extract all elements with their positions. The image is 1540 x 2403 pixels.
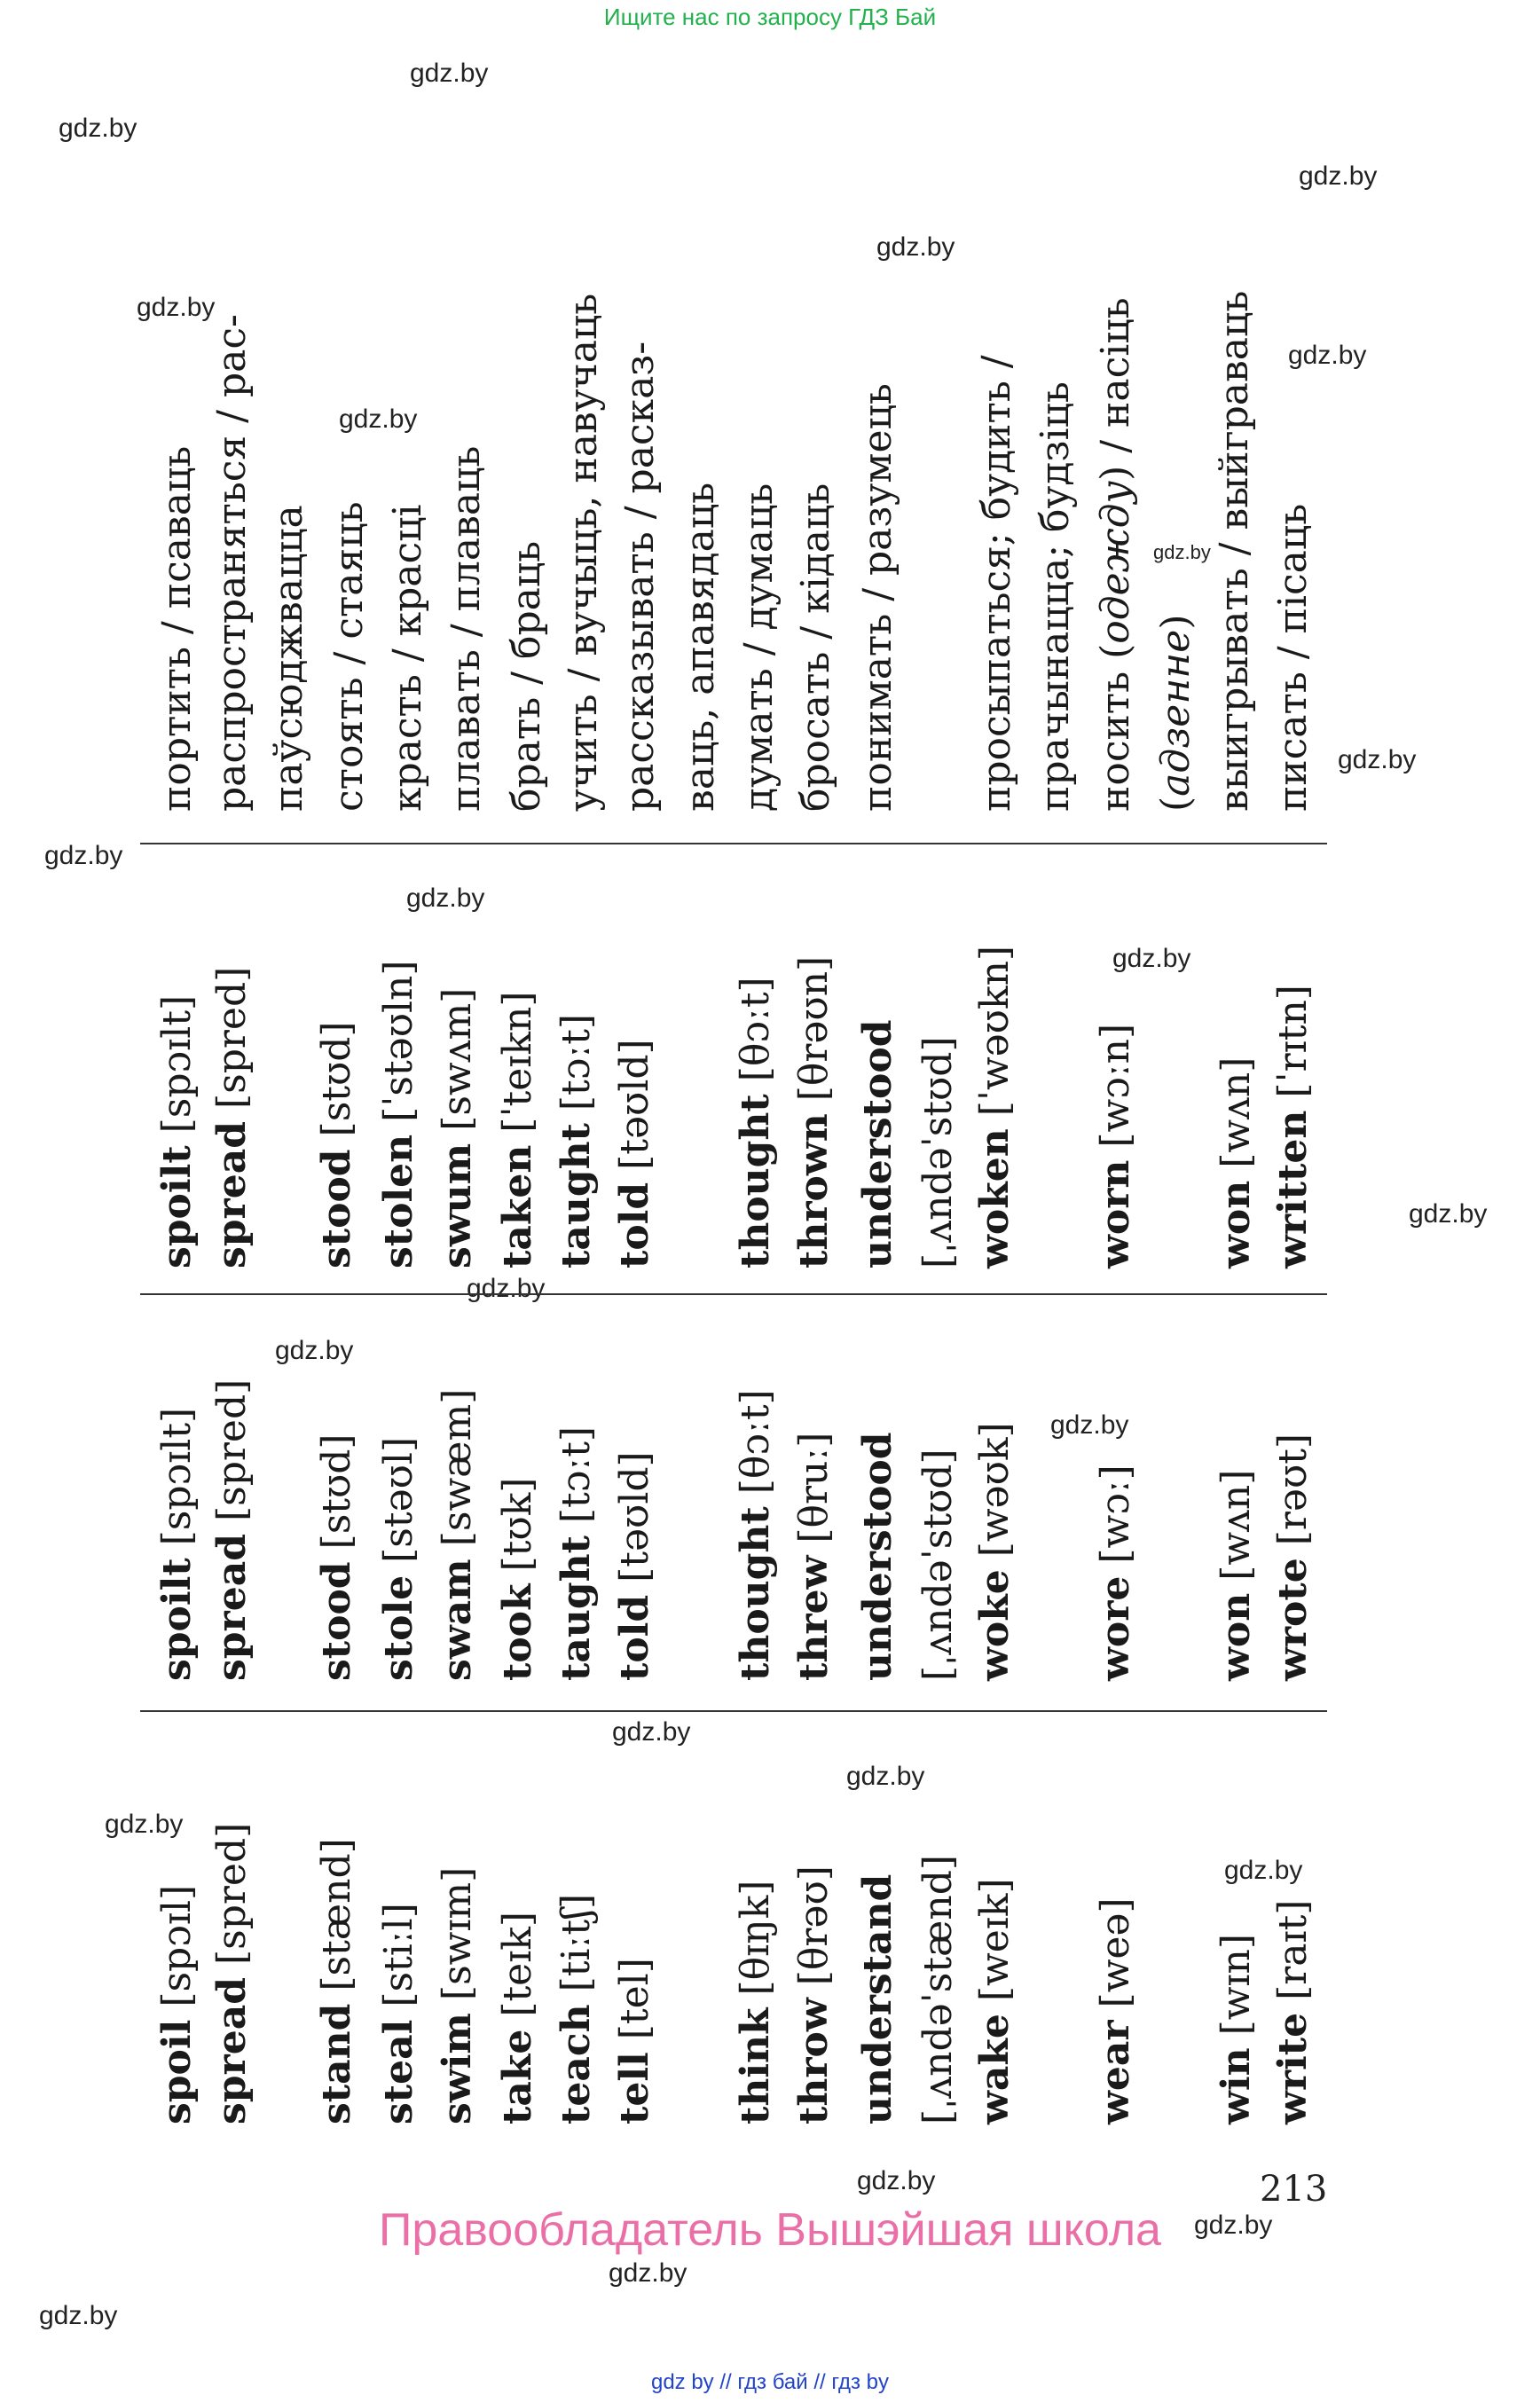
base-form-word: stand: [314, 2003, 359, 2124]
watermark: gdz.by: [1050, 1410, 1129, 1440]
past-simple-transcription: [θɔːt]: [733, 1389, 778, 1507]
base-form-entry: [554, 1893, 599, 2124]
base-form-transcription: [θɪŋk]: [733, 1880, 778, 2008]
past-participle-word: worn: [1093, 1159, 1138, 1268]
base-form-word: write: [1270, 2012, 1316, 2124]
past-simple-word: thought: [733, 1506, 778, 1681]
top-banner[interactable]: Ищите нас по запросу ГДЗ Бай: [603, 4, 937, 30]
past-simple-transcription: [spred]: [209, 1378, 255, 1534]
base-form-entry: [791, 1865, 837, 2124]
watermark: gdz.by: [1112, 944, 1191, 973]
translation-line: (адзенне): [1153, 614, 1198, 812]
past-simple-transcription: [spɔɪlt]: [154, 1407, 200, 1559]
past-simple-word: spread: [209, 1534, 255, 1681]
past-simple-word: spoilt: [154, 1558, 200, 1681]
base-form-transcription: [swɪm]: [435, 1866, 480, 2014]
rotated-table: [151, 231, 1540, 2182]
past-participle-transcription: [ˈwəʊkn]: [972, 945, 1018, 1129]
past-simple-transcription: [wɔː]: [1093, 1465, 1138, 1576]
past-participle-transcription: [wɔːn]: [1093, 1023, 1138, 1160]
base-form-entry: [495, 1911, 540, 2124]
past-simple-transcription: [təʊld]: [612, 1451, 657, 1595]
base-form-transcription: [tiːtʃ]: [554, 1893, 599, 2005]
base-form-transcription: [θrəʊ]: [791, 1865, 837, 1999]
past-participle-entry: [1093, 1023, 1138, 1268]
past-simple-transcription: [θruː]: [791, 1432, 837, 1556]
past-simple-transcription: [ˌʌndəˈstʊd]: [915, 1449, 961, 1681]
base-form-transcription: [tel]: [612, 1958, 657, 2053]
watermark: gdz.by: [612, 1717, 691, 1747]
past-participle-word: stolen: [376, 1134, 421, 1268]
watermark: gdz.by: [1299, 161, 1378, 191]
past-participle-word: written: [1270, 1110, 1316, 1268]
base-form-transcription: [spɔɪl]: [154, 1884, 200, 2020]
past-participle-word: won: [1214, 1180, 1259, 1268]
past-simple-entry: [855, 1432, 900, 1681]
base-form-transcription: [ˌʌndəˈstænd]: [915, 1854, 961, 2124]
past-simple-entry: [154, 1407, 200, 1681]
watermark: gdz.by: [857, 2166, 936, 2195]
base-form-word: wear: [1093, 2020, 1138, 2124]
translation-line: носить (одежду) / насіць: [1093, 297, 1138, 812]
base-form-entry: [1214, 1934, 1259, 2124]
watermark: gdz.by: [1194, 2211, 1273, 2240]
past-simple-entry: [314, 1433, 359, 1681]
translation-line: красть / красці: [385, 504, 430, 812]
past-simple-word: taught: [554, 1535, 599, 1681]
watermark: gdz.by: [137, 293, 216, 322]
watermark: gdz.by: [609, 2258, 688, 2288]
past-participle-entry: [376, 960, 421, 1268]
translation-line: брать / браць: [504, 540, 549, 812]
base-form-transcription: [teɪk]: [495, 1911, 540, 2030]
past-simple-entry: [915, 1449, 961, 1681]
translation-line: думать / думаць: [736, 483, 782, 812]
past-simple-entry: [612, 1451, 657, 1681]
translation-line: писать / пісаць: [1270, 503, 1316, 812]
past-simple-entry: [1093, 1465, 1138, 1681]
translation-line: портить / псаваць: [154, 445, 200, 812]
past-simple-word: wrote: [1270, 1558, 1316, 1681]
past-simple-entry: [791, 1432, 837, 1681]
past-participle-entry: [972, 945, 1018, 1268]
base-form-word: steal: [376, 2019, 421, 2124]
watermark: gdz.by: [410, 59, 489, 88]
past-participle-entry: [612, 1039, 657, 1268]
base-form-word: teach: [554, 2004, 599, 2124]
base-form-word: swim: [435, 2013, 480, 2124]
watermark: gdz.by: [105, 1810, 184, 1839]
past-participle-entry: [154, 994, 200, 1268]
past-simple-word: understood: [855, 1432, 900, 1681]
base-form-transcription: [wɪn]: [1214, 1934, 1259, 2048]
past-simple-transcription: [rəʊt]: [1270, 1433, 1316, 1559]
base-form-word: think: [733, 2007, 778, 2124]
past-simple-word: won: [1214, 1592, 1259, 1681]
base-form-transcription: [stiːl]: [376, 1903, 421, 2020]
translation-line: стоять / стаяць: [326, 501, 372, 812]
past-participle-word: stood: [314, 1149, 359, 1268]
base-form-transcription: [stænd]: [314, 1838, 359, 2004]
base-form-word: wake: [972, 2014, 1018, 2124]
past-participle-word: woken: [972, 1128, 1018, 1268]
base-form-entry: [972, 1878, 1018, 2124]
past-participle-entry: [209, 966, 255, 1268]
past-participle-word: understood: [855, 1019, 900, 1268]
past-simple-word: wore: [1093, 1575, 1138, 1681]
watermark: gdz.by: [1288, 341, 1367, 370]
base-form-word: spoil: [154, 2019, 200, 2124]
past-participle-entry: [1270, 985, 1316, 1268]
watermark: gdz.by: [59, 114, 138, 143]
translation-line: выигрывать / выйграваць: [1212, 290, 1257, 812]
bottom-links[interactable]: gdz by // гдз бай // гдз by: [650, 2370, 890, 2394]
past-participle-word: told: [612, 1182, 657, 1268]
translation-line: рассказывать / расказ-: [617, 341, 663, 812]
past-participle-entry: [915, 1036, 961, 1268]
base-form-transcription: [spred]: [209, 1822, 255, 1977]
past-simple-entry: [495, 1477, 540, 1681]
past-participle-transcription: [θrəʊn]: [791, 955, 837, 1114]
past-participle-entry: [435, 987, 480, 1268]
translation-line: прачынацца; будзіць: [1033, 381, 1078, 812]
copyright-footer: Правообладатель Вышэйшая школа: [379, 2204, 1161, 2256]
past-simple-word: swam: [435, 1559, 480, 1681]
watermark: gdz.by: [275, 1336, 354, 1365]
past-simple-word: stole: [376, 1575, 421, 1681]
past-simple-entry: [733, 1389, 778, 1681]
past-simple-transcription: [stʊd]: [314, 1433, 359, 1562]
past-simple-transcription: [wʌn]: [1214, 1469, 1259, 1593]
past-participle-transcription: [θɔːt]: [733, 977, 778, 1095]
past-participle-entry: [314, 1021, 359, 1268]
translation-line: понимать / разумець: [855, 383, 900, 812]
past-participle-word: swum: [435, 1143, 480, 1268]
base-form-word: win: [1214, 2047, 1259, 2124]
past-participle-entry: [791, 955, 837, 1268]
past-participle-transcription: [ˌʌndəˈstʊd]: [915, 1036, 961, 1268]
watermark: gdz.by: [406, 883, 485, 913]
base-form-word: understand: [855, 1873, 900, 2124]
watermark: gdz.by: [1224, 1856, 1303, 1885]
translation-line: паўсюджвацца: [266, 505, 311, 812]
watermark: gdz.by: [39, 2301, 118, 2330]
past-participle-entry: [855, 1019, 900, 1268]
past-participle-transcription: [təʊld]: [612, 1039, 657, 1182]
base-form-word: tell: [612, 2052, 657, 2124]
translation-line: учить / вучыць, навучаць: [561, 293, 606, 812]
base-form-entry: [314, 1838, 359, 2124]
base-form-entry: [733, 1880, 778, 2124]
past-participle-word: spoilt: [154, 1145, 200, 1268]
base-form-word: spread: [209, 1977, 255, 2124]
page-number: 213: [1260, 2169, 1328, 2210]
past-simple-word: woke: [972, 1569, 1018, 1681]
past-simple-entry: [435, 1388, 480, 1681]
watermark: gdz.by: [1338, 745, 1417, 774]
past-participle-entry: [733, 977, 778, 1268]
past-participle-word: taught: [554, 1123, 599, 1268]
past-simple-word: took: [495, 1583, 540, 1681]
base-form-transcription: [weə]: [1093, 1897, 1138, 2021]
watermark: gdz.by: [1409, 1199, 1488, 1229]
base-form-word: throw: [791, 1998, 837, 2124]
watermark: gdz.by: [1153, 541, 1211, 563]
translation-line: распространяться / рас-: [209, 314, 255, 812]
base-form-transcription: [raɪt]: [1270, 1899, 1316, 2013]
base-form-transcription: [weɪk]: [972, 1878, 1018, 2014]
watermark: gdz.by: [846, 1762, 925, 1791]
translation-line: бросать / кідаць: [793, 483, 838, 812]
base-form-entry: [1270, 1899, 1316, 2124]
past-participle-entry: [554, 1013, 599, 1268]
past-simple-entry: [1214, 1469, 1259, 1681]
past-participle-entry: [495, 991, 540, 1268]
past-simple-entry: [972, 1422, 1018, 1681]
past-participle-entry: [1214, 1056, 1259, 1268]
base-form-entry: [1093, 1897, 1138, 2124]
base-form-entry: [376, 1903, 421, 2124]
past-participle-transcription: [ˈstəʊln]: [376, 960, 421, 1135]
past-simple-entry: [209, 1378, 255, 1681]
past-participle-word: taken: [495, 1144, 540, 1268]
translation-line: просыпаться; будить /: [974, 355, 1019, 812]
base-form-entry: [612, 1958, 657, 2124]
past-participle-transcription: [spɔɪlt]: [154, 994, 200, 1146]
past-participle-transcription: [stʊd]: [314, 1021, 359, 1150]
past-participle-transcription: [swʌm]: [435, 987, 480, 1143]
past-simple-transcription: [swæm]: [435, 1388, 480, 1559]
base-form-entry: [855, 1873, 900, 2124]
past-participle-word: spread: [209, 1121, 255, 1268]
past-simple-transcription: [tʊk]: [495, 1477, 540, 1584]
base-form-entry: [154, 1884, 200, 2124]
base-form-entry: [915, 1854, 961, 2124]
past-simple-entry: [1270, 1433, 1316, 1681]
past-participle-transcription: [ˈteɪkn]: [495, 991, 540, 1145]
past-participle-transcription: [spred]: [209, 966, 255, 1121]
past-simple-entry: [376, 1436, 421, 1681]
past-simple-word: threw: [791, 1555, 837, 1681]
base-form-entry: [435, 1866, 480, 2124]
watermark: gdz.by: [876, 232, 955, 262]
past-simple-entry: [554, 1425, 599, 1681]
watermark: gdz.by: [44, 841, 123, 870]
past-participle-transcription: [wʌn]: [1214, 1056, 1259, 1181]
past-participle-transcription: [tɔːt]: [554, 1013, 599, 1124]
past-simple-transcription: [tɔːt]: [554, 1425, 599, 1536]
past-participle-word: thought: [733, 1094, 778, 1268]
past-participle-word: thrown: [791, 1113, 837, 1268]
base-form-entry: [209, 1822, 255, 2124]
past-simple-transcription: [wəʊk]: [972, 1422, 1018, 1570]
past-simple-transcription: [stəʊl]: [376, 1436, 421, 1575]
translation-line: плавать / плаваць: [444, 445, 489, 812]
base-form-word: take: [495, 2029, 540, 2124]
watermark: gdz.by: [467, 1274, 546, 1303]
watermark: gdz.by: [339, 404, 418, 434]
past-participle-transcription: [ˈrɪtn]: [1270, 985, 1316, 1111]
past-simple-word: told: [612, 1594, 657, 1681]
past-simple-word: stood: [314, 1561, 359, 1681]
translation-line: ваць, апавядаць: [678, 482, 723, 812]
